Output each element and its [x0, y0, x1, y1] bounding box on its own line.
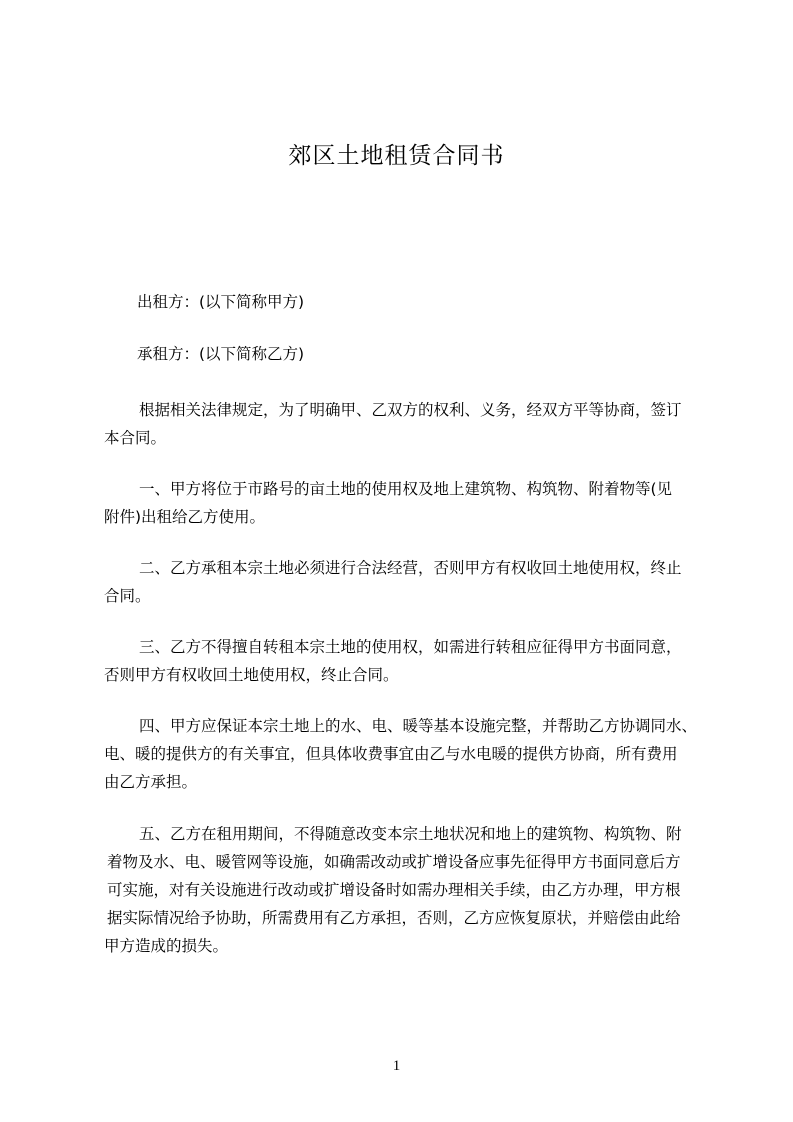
clause-4-line-2: 电、暖的提供方的有关事宜，但具体收费事宜由乙与水电暖的提供方协商，所有费用	[104, 745, 678, 763]
clause-5-line-2: 着物及水、电、暖管网等设施，如确需改动或扩增设备应事先征得甲方书面同意后方	[107, 853, 681, 871]
clause-5-line-5: 甲方造成的损失。	[104, 937, 229, 955]
clause-2-line-1: 二、乙方承租本宗土地必须进行合法经营，否则甲方有权收回土地使用权，终止	[139, 559, 682, 577]
lessee-line: 承租方：(以下简称乙方)	[137, 345, 305, 363]
clause-3-line-1: 三、乙方不得擅自转租本宗土地的使用权，如需进行转租应征得甲方书面同意，	[139, 638, 682, 656]
clause-5-line-3: 可实施，对有关设施进行改动或扩增设备时如需办理相关手续，由乙方办理，甲方根	[107, 881, 681, 899]
intro-line-2: 本合同。	[104, 429, 167, 447]
lessor-line: 出租方：(以下简称甲方)	[137, 293, 305, 311]
clause-3-line-2: 否则甲方有权收回土地使用权，终止合同。	[104, 666, 399, 684]
clause-2-line-2: 合同。	[104, 587, 151, 605]
clause-1-line-2: 附件)出租给乙方使用。	[104, 508, 266, 526]
intro-line-1: 根据相关法律规定，为了明确甲、乙双方的权利、义务，经双方平等协商，签订	[139, 401, 682, 419]
clause-1-line-1: 一、甲方将位于市路号的亩土地的使用权及地上建筑物、构筑物、附着物等(见	[139, 480, 673, 498]
clause-5-line-1: 五、乙方在租用期间，不得随意改变本宗土地状况和地上的建筑物、构筑物、附	[139, 825, 682, 843]
clause-4-line-3: 由乙方承担。	[104, 773, 198, 791]
clause-4-line-1: 四、甲方应保证本宗土地上的水、电、暖等基本设施完整，并帮助乙方协调同水、	[139, 717, 698, 735]
document-title: 郊区土地租赁合同书	[288, 143, 505, 169]
clause-5-line-4: 据实际情况给予协助，所需费用有乙方承担，否则，乙方应恢复原状，并赔偿由此给	[107, 909, 681, 927]
page-number: 1	[392, 1058, 401, 1074]
